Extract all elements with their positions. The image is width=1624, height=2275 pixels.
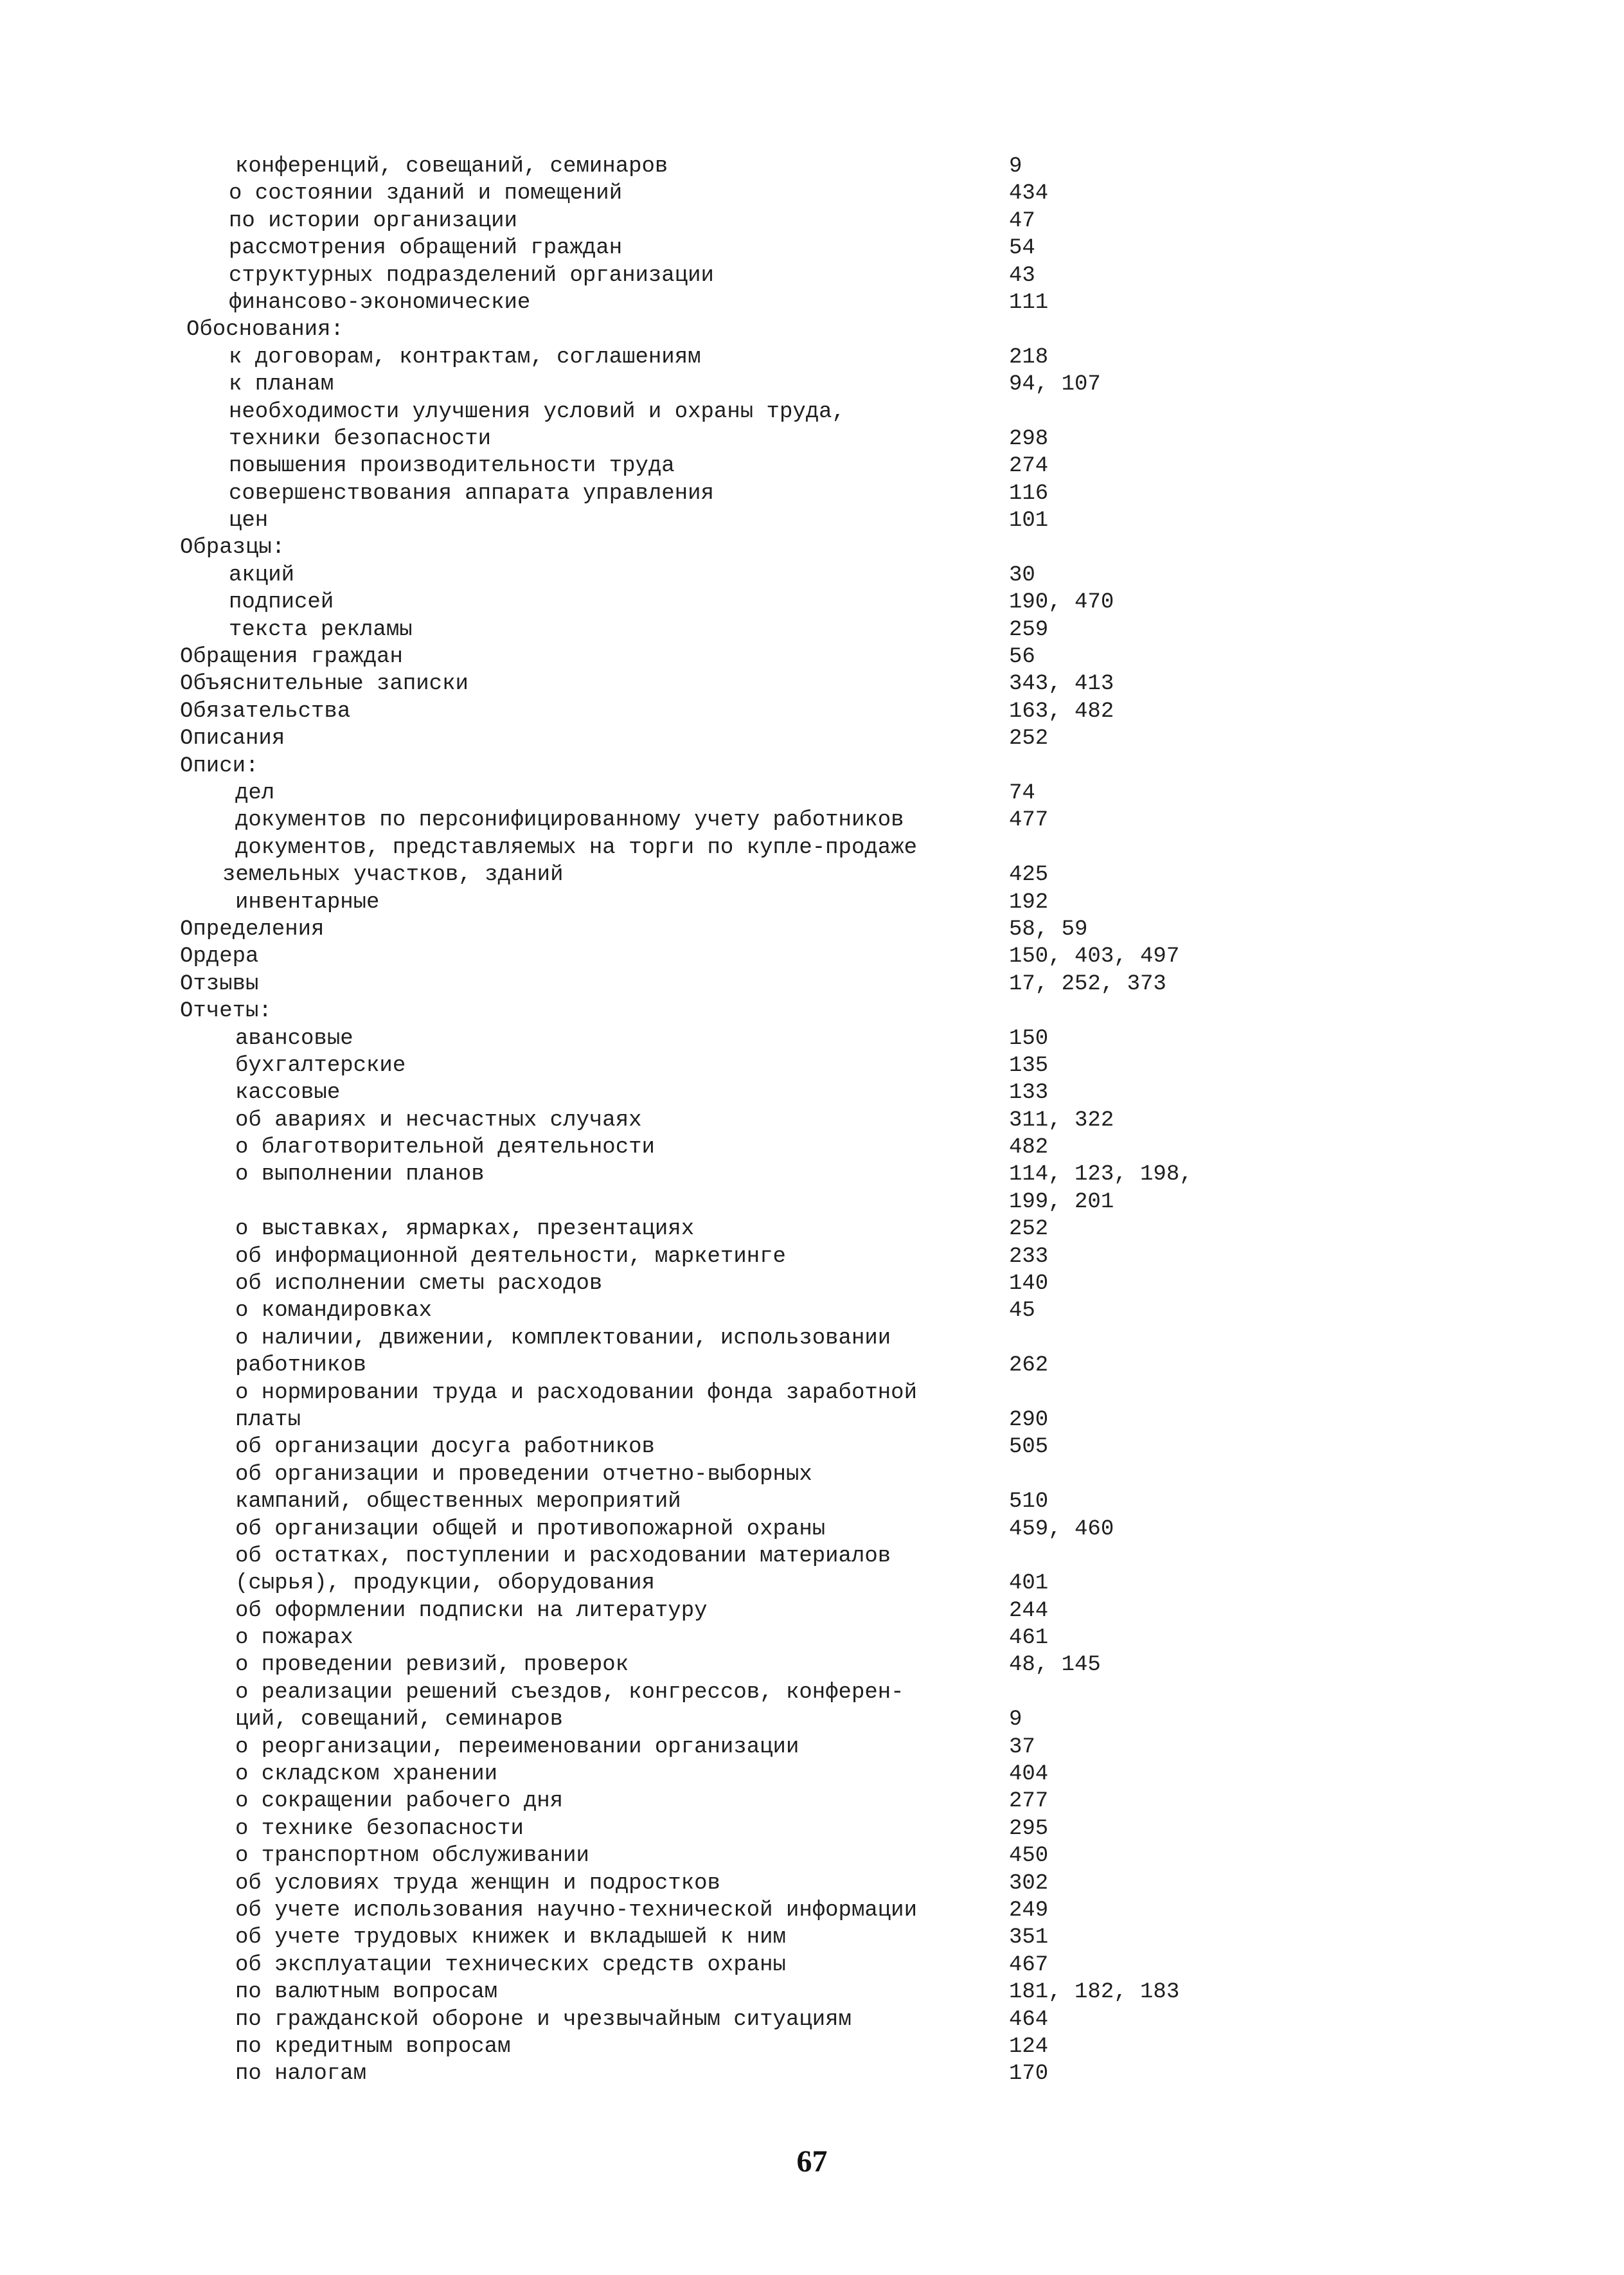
index-term: Образцы: <box>180 535 285 561</box>
index-term: (сырья), продукции, оборудования <box>235 1571 655 1596</box>
index-term: дел <box>235 780 275 805</box>
index-page-refs: 170 <box>1009 2062 1049 2087</box>
index-term: авансовые <box>235 1026 353 1051</box>
index-page-refs: 124 <box>1009 2034 1049 2059</box>
index-entry <box>0 426 1624 453</box>
index-term: об организации и проведении отчетно-выборных <box>235 1462 812 1487</box>
index-term: об авариях и несчастных случаях <box>235 1108 642 1133</box>
index-entry <box>0 889 1624 916</box>
index-page-refs: 45 <box>1009 1299 1035 1324</box>
index-term: подписей <box>229 590 334 615</box>
index-entry <box>0 1052 1624 1079</box>
index-entry <box>0 2060 1624 2087</box>
index-entry <box>0 1651 1624 1678</box>
index-entry <box>0 1107 1624 1134</box>
index-page-refs: 181, 182, 183 <box>1009 1980 1180 2005</box>
index-term: Описания <box>180 726 285 751</box>
index-page-refs: 249 <box>1009 1898 1049 1923</box>
index-entry <box>0 1734 1624 1761</box>
index-page-refs: 133 <box>1009 1081 1049 1106</box>
index-term: об учете трудовых книжек и вкладышей к ним <box>235 1925 786 1950</box>
index-term: об исполнении сметы расходов <box>235 1272 603 1297</box>
index-page-refs: 58, 59 <box>1009 917 1088 942</box>
index-entry <box>0 1243 1624 1270</box>
index-entry <box>0 1434 1624 1461</box>
index-entry <box>0 371 1624 398</box>
index-term: о выполнении планов <box>235 1162 485 1187</box>
index-page-refs: 43 <box>1009 263 1035 288</box>
index-page-refs: 343, 413 <box>1009 672 1114 697</box>
index-entry <box>0 262 1624 289</box>
index-entry <box>0 698 1624 725</box>
index-page-refs: 450 <box>1009 1844 1049 1869</box>
index-term: Отзывы <box>180 971 259 996</box>
index-page-refs: 140 <box>1009 1272 1049 1297</box>
index-page-refs: 295 <box>1009 1816 1049 1841</box>
index-page-refs: 477 <box>1009 808 1049 833</box>
index-entry <box>0 1706 1624 1733</box>
index-term: совершенствования аппарата управления <box>229 481 714 506</box>
index-term: цен <box>229 508 269 534</box>
index-entry <box>0 1897 1624 1924</box>
index-term: по валютным вопросам <box>235 1980 498 2005</box>
index-page-refs: 311, 322 <box>1009 1108 1114 1133</box>
index-term: к договорам, контрактам, соглашениям <box>229 345 701 370</box>
index-term: рассмотрения обращений граждан <box>229 236 623 261</box>
index-term: к планам <box>229 372 334 397</box>
index-entry <box>0 916 1624 943</box>
index-page-refs: 482 <box>1009 1135 1049 1160</box>
index-term: финансово-экономические <box>229 290 531 315</box>
index-entry <box>0 453 1624 480</box>
index-entry <box>0 861 1624 888</box>
index-term: о нормировании труда и расходовании фонда заработной <box>235 1380 917 1405</box>
index-entry <box>0 1815 1624 1842</box>
index-page-refs: 163, 482 <box>1009 699 1114 724</box>
index-entry <box>0 1979 1624 2006</box>
index-term: о состоянии зданий и помещений <box>229 181 623 206</box>
index-term: Ордера <box>180 944 259 969</box>
index-entry <box>0 1543 1624 1570</box>
index-page-refs: 135 <box>1009 1053 1049 1078</box>
index-term: об организации досуга работников <box>235 1435 655 1460</box>
index-page-refs: 116 <box>1009 481 1049 506</box>
index-entry <box>0 1407 1624 1434</box>
index-term: структурных подразделений организации <box>229 263 714 288</box>
index-term: Обоснования: <box>186 318 344 343</box>
index-page-refs: 233 <box>1009 1244 1049 1269</box>
index-page-refs: 401 <box>1009 1571 1049 1596</box>
index-entry <box>0 1352 1624 1379</box>
index-term: текста рекламы <box>229 617 413 642</box>
index-entry <box>0 235 1624 262</box>
index-page-refs: 199, 201 <box>1009 1189 1114 1214</box>
index-entry <box>0 807 1624 834</box>
index-entry <box>0 480 1624 507</box>
index-page-refs: 252 <box>1009 726 1049 751</box>
index-page-refs: 37 <box>1009 1734 1035 1759</box>
index-term: о командировках <box>235 1299 433 1324</box>
index-entry <box>0 1842 1624 1869</box>
index-entry <box>0 589 1624 616</box>
index-page-refs: 30 <box>1009 562 1035 588</box>
index-page-refs: 218 <box>1009 345 1049 370</box>
index-entry <box>0 2033 1624 2060</box>
index-entry <box>0 616 1624 643</box>
index-term: об условиях труда женщин и подростков <box>235 1871 720 1896</box>
index-entry <box>0 1488 1624 1515</box>
index-term: конференций, совещаний, семинаров <box>235 154 668 179</box>
index-term: о благотворительной деятельности <box>235 1135 655 1160</box>
index-term: об остатках, поступлении и расходовании материалов <box>235 1543 891 1569</box>
index-term: о транспортном обслуживании <box>235 1844 589 1869</box>
index-page-refs: 274 <box>1009 454 1049 479</box>
index-page-refs: 47 <box>1009 208 1035 233</box>
index-entry <box>0 1516 1624 1543</box>
index-term: о пожарах <box>235 1626 353 1651</box>
index-entry <box>0 780 1624 807</box>
index-entry <box>0 1788 1624 1815</box>
index-page-refs: 9 <box>1009 154 1022 179</box>
index-page-refs: 94, 107 <box>1009 372 1101 397</box>
index-page-refs: 464 <box>1009 2007 1049 2032</box>
index-entry <box>0 834 1624 861</box>
index-term: необходимости улучшения условий и охраны труда, <box>229 399 845 424</box>
index-entry <box>0 1461 1624 1488</box>
index-page-refs: 351 <box>1009 1925 1049 1950</box>
index-term: работников <box>235 1353 367 1378</box>
index-term: о реорганизации, переименовании организации <box>235 1734 799 1759</box>
index-page-refs: 74 <box>1009 780 1035 805</box>
index-page-refs: 298 <box>1009 426 1049 451</box>
index-term: документов по персонифицированному учету работников <box>235 808 904 833</box>
index-term: кампаний, общественных мероприятий <box>235 1489 681 1515</box>
index-entry <box>0 562 1624 589</box>
index-term: кассовые <box>235 1081 341 1106</box>
index-page-refs: 425 <box>1009 863 1049 888</box>
index-term: по гражданской обороне и чрезвычайным ситуациям <box>235 2007 852 2032</box>
index-term: Обращения граждан <box>180 645 403 670</box>
index-page-refs: 290 <box>1009 1407 1049 1432</box>
index-term: акций <box>229 562 295 588</box>
index-term: по кредитным вопросам <box>235 2034 511 2059</box>
index-page-refs: 252 <box>1009 1217 1049 1242</box>
index-page-refs: 150, 403, 497 <box>1009 944 1180 969</box>
index-entry <box>0 1161 1624 1188</box>
index-term: о выставках, ярмарках, презентациях <box>235 1217 695 1242</box>
index-entry <box>0 1216 1624 1243</box>
index-page-refs: 510 <box>1009 1489 1049 1515</box>
index-term: Описи: <box>180 753 259 778</box>
index-term: об оформлении подписки на литературу <box>235 1598 708 1623</box>
index-entry <box>0 1079 1624 1106</box>
index-page-refs: 192 <box>1009 890 1049 915</box>
index-page-refs: 111 <box>1009 290 1049 315</box>
index-entry <box>0 1624 1624 1651</box>
index-entry <box>0 725 1624 752</box>
index-term: документов, представляемых на торги по купле-продаже <box>235 835 917 860</box>
index-term: по налогам <box>235 2062 367 2087</box>
index-term: по истории организации <box>229 208 517 233</box>
index-entry <box>0 1325 1624 1352</box>
index-entry <box>0 1870 1624 1897</box>
index-entry <box>0 1025 1624 1052</box>
index-term: инвентарные <box>235 890 380 915</box>
index-entry <box>0 1570 1624 1597</box>
index-page-refs: 9 <box>1009 1707 1022 1732</box>
index-term: о реализации решений съездов, конгрессов, конферен- <box>235 1680 904 1705</box>
index-page-refs: 259 <box>1009 617 1049 642</box>
index-entry <box>0 998 1624 1025</box>
index-entry <box>0 153 1624 180</box>
index-page-refs: 505 <box>1009 1435 1049 1460</box>
index-page-refs: 244 <box>1009 1598 1049 1623</box>
index-term: о наличии, движении, комплектовании, использовании <box>235 1326 891 1351</box>
index-entries <box>0 153 1624 2088</box>
index-entry <box>0 1270 1624 1297</box>
index-term: Объяснительные записки <box>180 672 468 697</box>
index-page-refs: 150 <box>1009 1026 1049 1051</box>
index-term: об эксплуатации технических средств охраны <box>235 1952 786 1977</box>
index-term: о технике безопасности <box>235 1816 524 1841</box>
index-page-refs: 54 <box>1009 236 1035 261</box>
page-number: 67 <box>796 2145 828 2179</box>
index-entry <box>0 1134 1624 1161</box>
index-entry <box>0 2006 1624 2033</box>
index-entry <box>0 507 1624 534</box>
index-entry <box>0 1380 1624 1407</box>
index-page-refs: 404 <box>1009 1762 1049 1787</box>
index-entry <box>0 753 1624 780</box>
index-entry <box>0 208 1624 235</box>
index-term: о складском хранении <box>235 1762 498 1787</box>
index-entry <box>0 534 1624 561</box>
index-page-refs: 101 <box>1009 508 1049 534</box>
index-term: земельных участков, зданий <box>222 863 564 888</box>
index-entry <box>0 289 1624 316</box>
index-entry <box>0 1679 1624 1706</box>
index-page-refs: 56 <box>1009 645 1035 670</box>
index-entry <box>0 1189 1624 1216</box>
index-entry <box>0 344 1624 371</box>
index-term: Отчеты: <box>180 999 272 1024</box>
index-term: о проведении ревизий, проверок <box>235 1653 629 1678</box>
index-page-refs: 114, 123, 198, <box>1009 1162 1193 1187</box>
index-entry <box>0 1297 1624 1324</box>
index-entry <box>0 1761 1624 1788</box>
index-page-refs: 461 <box>1009 1626 1049 1651</box>
index-term: Определения <box>180 917 325 942</box>
index-term: об организации общей и противопожарной охраны <box>235 1516 826 1542</box>
index-term: Обязательства <box>180 699 351 724</box>
index-term: ций, совещаний, семинаров <box>235 1707 564 1732</box>
index-page-refs: 277 <box>1009 1789 1049 1814</box>
index-page-refs: 190, 470 <box>1009 590 1114 615</box>
index-entry <box>0 670 1624 697</box>
index-page-refs: 302 <box>1009 1871 1049 1896</box>
index-page-refs: 467 <box>1009 1952 1049 1977</box>
index-entry <box>0 971 1624 998</box>
index-entry <box>0 180 1624 207</box>
index-term: повышения производительности труда <box>229 454 675 479</box>
index-entry <box>0 1597 1624 1624</box>
index-entry <box>0 1924 1624 1951</box>
index-entry <box>0 943 1624 970</box>
index-page-refs: 459, 460 <box>1009 1516 1114 1542</box>
index-term: о сокращении рабочего дня <box>235 1789 564 1814</box>
index-page-refs: 262 <box>1009 1353 1049 1378</box>
index-term: об информационной деятельности, маркетинге <box>235 1244 786 1269</box>
index-term: бухгалтерские <box>235 1053 406 1078</box>
index-term: платы <box>235 1407 301 1432</box>
index-term: об учете использования научно-технической информации <box>235 1898 917 1923</box>
index-page-refs: 434 <box>1009 181 1049 206</box>
index-entry <box>0 399 1624 426</box>
index-entry <box>0 1952 1624 1979</box>
index-entry <box>0 316 1624 343</box>
index-entry <box>0 643 1624 670</box>
index-page-refs: 17, 252, 373 <box>1009 971 1166 996</box>
index-term: техники безопасности <box>229 426 492 451</box>
index-page-refs: 48, 145 <box>1009 1653 1101 1678</box>
